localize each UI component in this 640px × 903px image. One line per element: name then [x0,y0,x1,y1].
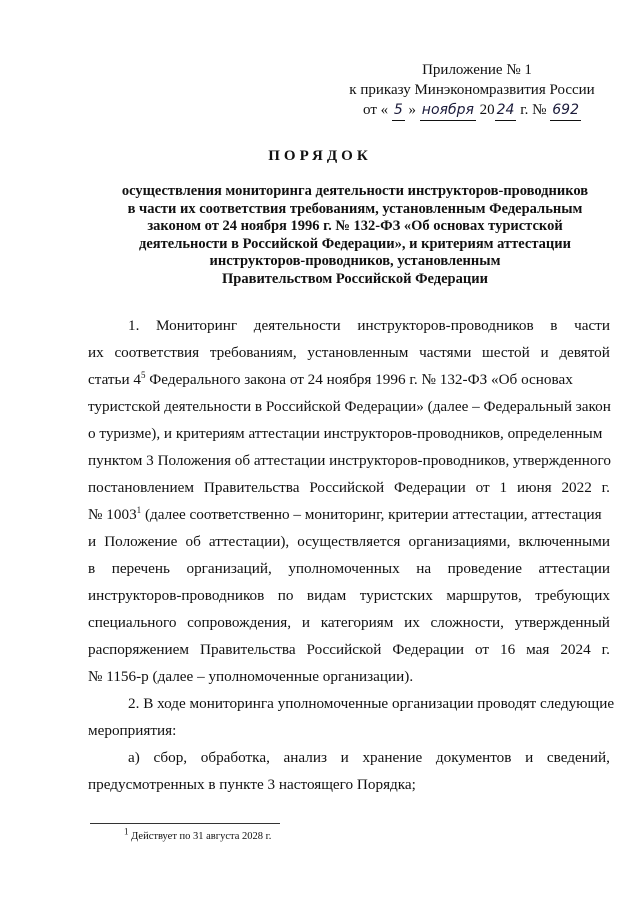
word: 2022 [561,479,592,496]
word: маршрутов, [446,587,522,604]
paragraph-line: 2. В ходе мониторинга уполномоченные организации проводят следующие [128,695,615,712]
appendix-label: Приложение № 1 [422,62,532,78]
word: Российской [306,641,382,658]
handwritten-month: ноября [420,100,476,121]
word: организациями, [408,533,511,550]
superscript: 5 [141,369,146,380]
word: и [340,749,349,766]
word: частями [419,344,472,361]
paragraph-line [88,339,610,366]
footnote [124,826,272,844]
footnote-mark: 1 [124,826,129,837]
paragraph-line [88,528,610,555]
order-date-number [342,100,602,121]
word: деятельности [253,317,341,334]
appendix-header [342,60,602,121]
subtitle-line: инструкторов-проводников, установленным [209,253,501,269]
paragraph-line [88,609,610,636]
word: и [88,533,97,550]
handwritten-number: 692 [550,100,581,121]
subtitle-line: в части их соответствия требованиям, установленным Федеральным [127,200,583,217]
word: и [525,749,534,766]
word: сведений, [546,749,610,766]
word: 1 [499,479,508,496]
word: распоряжением [88,641,190,658]
paragraph-line: мероприятия: [88,722,177,739]
word: аттестации), [208,533,290,550]
word: Федерации [392,641,465,658]
paragraph-line: пунктом 3 Положения об аттестации инструкторов-проводников, утвержденного [88,452,611,469]
word: обработка, [200,749,270,766]
word: инструкторов-проводников [357,317,534,334]
word: осуществляется [297,533,401,550]
word: проведение [447,560,523,577]
date-mid: » [408,102,417,118]
paragraph-line: № 1156-р (далее – уполномоченные организации). [88,668,414,685]
word: на [416,560,432,577]
word: аттестации [538,560,610,577]
word: 1. [128,317,140,334]
word: Правительства [203,479,300,496]
word: 16 [500,641,516,658]
document-title: ПОРЯДОК [268,148,372,164]
word: и [301,614,310,631]
word: а) [128,749,140,766]
text-span: Федерального закона от 24 ноября 1996 г. № 132-ФЗ «Об основах [145,371,573,388]
paragraph-line [88,501,610,528]
word: анализ [283,749,327,766]
number-label: г. № [520,102,547,118]
word: части [574,317,610,334]
word: июня [516,479,552,496]
paragraph-line [88,366,610,393]
word: г. [601,479,610,496]
word: сопровождения, [187,614,292,631]
word: их [88,344,104,361]
word: видам [306,587,347,604]
year-prefix: 20 [479,102,495,118]
subtitle-line: законом от 24 ноября 1996 г. № 132-ФЗ «Об основах туристской [147,218,563,234]
word: г. [601,641,610,658]
word: и [540,344,549,361]
word: Федерации [394,479,466,496]
word: туристских [359,587,433,604]
word: Правительства [199,641,296,658]
word: требующих [535,587,610,604]
paragraph-line [88,474,610,501]
word: Мониторинг [156,317,238,334]
date-prefix: от « [363,102,389,118]
handwritten-year: 24 [495,100,517,121]
word: категориям [320,614,394,631]
text-span: (далее соответственно – мониторинг, критерии аттестации, аттестация [141,506,602,523]
order-reference: к приказу Минэкономразвития России [349,82,595,98]
word: специального [88,614,177,631]
word: шестой [482,344,530,361]
paragraph-line [88,636,610,663]
paragraph-line: предусмотренных в пункте 3 настоящего Порядка; [88,776,416,793]
word: перечень [111,560,170,577]
word: включенными [518,533,610,550]
word: установленным [307,344,409,361]
word: хранение [362,749,423,766]
word: Российской [309,479,385,496]
paragraph-line [88,744,610,771]
word: их [404,614,420,631]
word: девятой [559,344,610,361]
word: по [277,587,294,604]
paragraph-line [88,555,610,582]
word: в [88,560,96,577]
word: сложности, [430,614,504,631]
word: в [550,317,558,334]
word: постановлением [88,479,195,496]
footnote-text: Действует по 31 августа 2028 г. [128,831,272,842]
text-span: статьи 4 [88,371,141,388]
paragraph-line: туристской деятельности в Российской Федерации» (далее – Федеральный закон [88,398,611,415]
text-span: № 1003 [88,506,137,523]
word: соответствия [114,344,200,361]
word: 2024 [560,641,591,658]
subtitle-line: осуществления мониторинга деятельности инструкторов-проводников [121,183,589,199]
word: от [475,641,490,658]
document-body [88,312,615,798]
subtitle-line: деятельности в Российской Федерации», и критериям аттестации [139,235,571,252]
word: мая [526,641,550,658]
paragraph-line [88,582,610,609]
word: документов [435,749,512,766]
paragraph-line: о туризме), и критериям аттестации инструкторов-проводников, определенным [88,425,603,442]
footnote-separator [90,823,280,824]
paragraph-line [88,312,610,339]
word: сбор, [153,749,188,766]
word: организаций, [186,560,272,577]
word: уполномоченных [288,560,400,577]
word: утвержденный [514,614,610,631]
word: инструкторов-проводников [88,587,265,604]
word: об [185,533,201,550]
word: Положение [104,533,178,550]
word: от [475,479,490,496]
subtitle-line: Правительством Российской Федерации [222,270,488,287]
document-subtitle [95,183,615,288]
handwritten-day: 5 [392,100,405,121]
footnote-reference: 1 [136,504,142,515]
word: требованиям, [209,344,297,361]
